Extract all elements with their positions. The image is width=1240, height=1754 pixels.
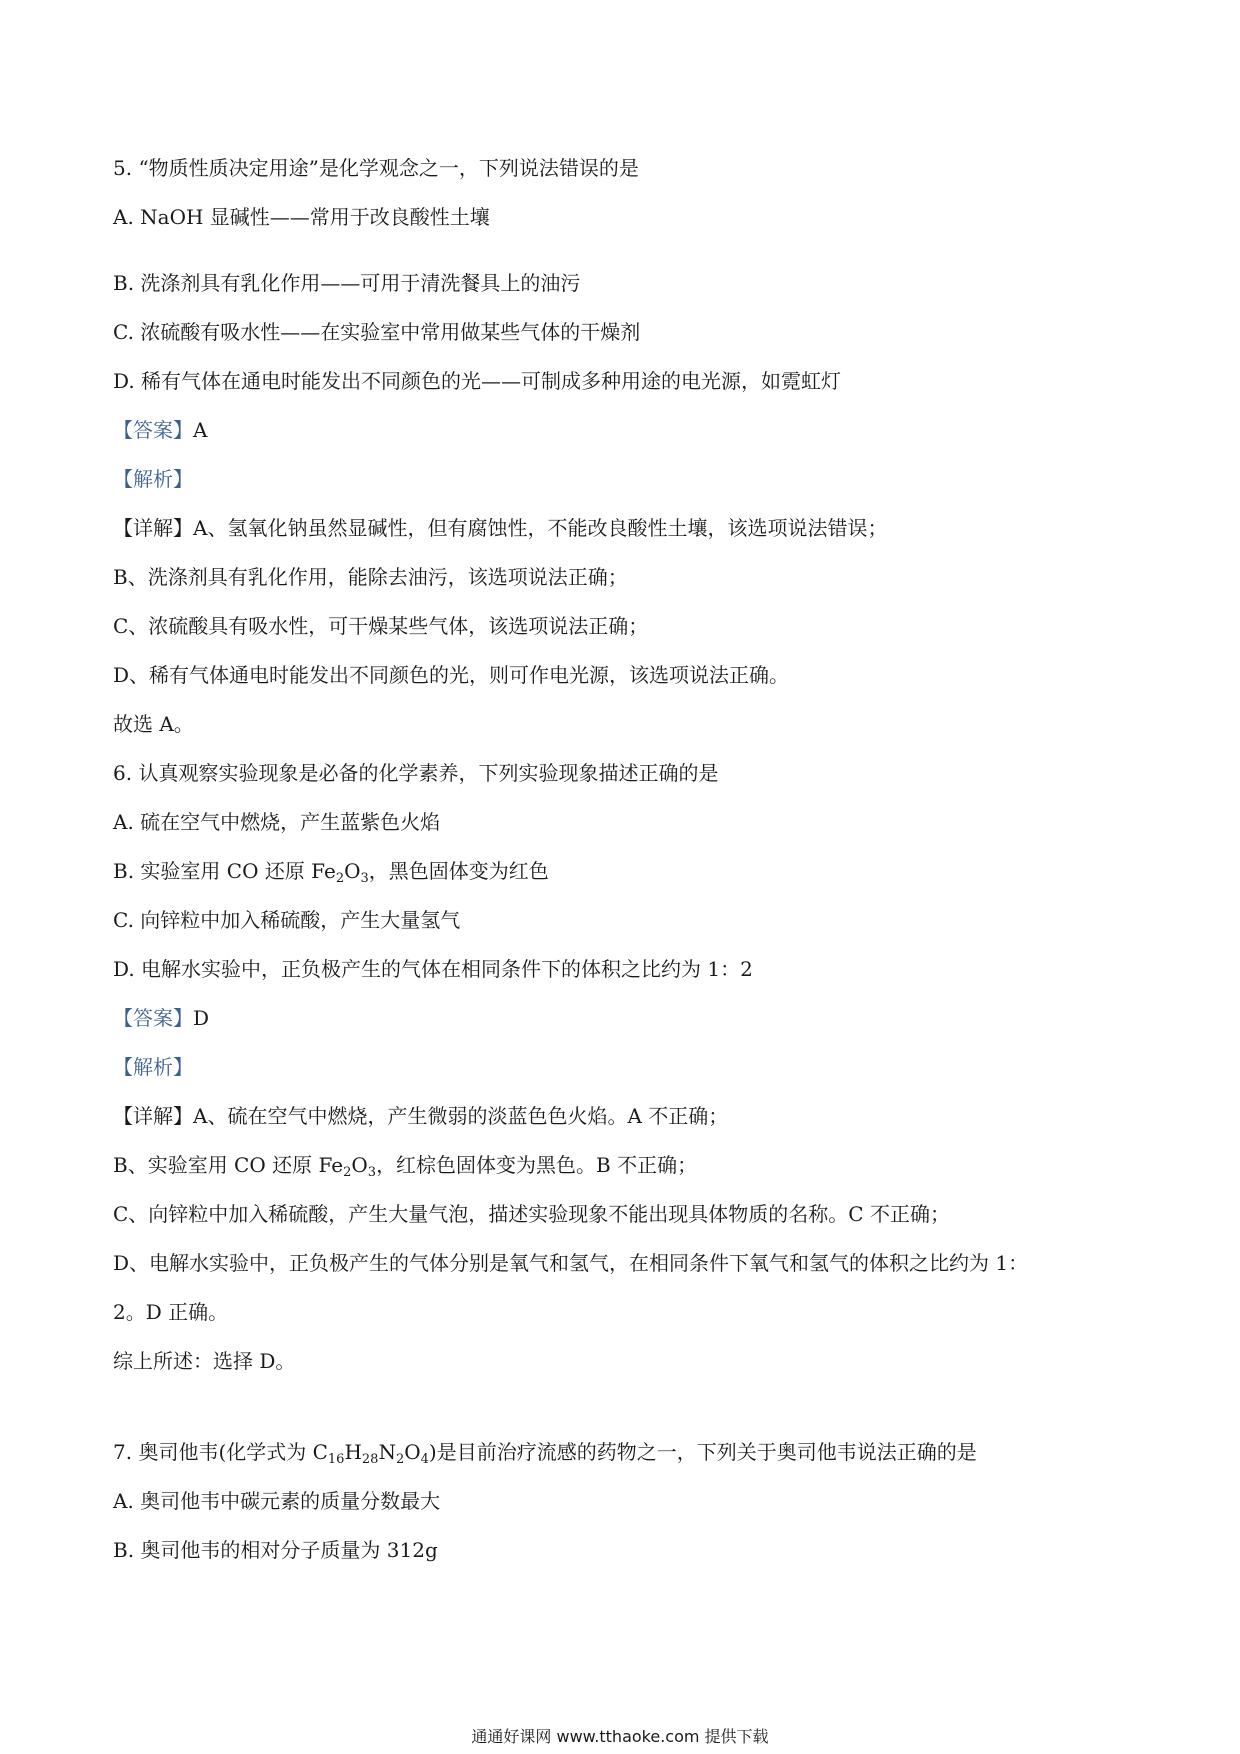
q5-detail-b: B、洗涤剂具有乳化作用，能除去油污，该选项说法正确； (113, 565, 628, 589)
answer-value: D (193, 1006, 210, 1030)
page-footer: 通通好课网 www.tthaoke.com 提供下载 (471, 1727, 769, 1746)
q5-stem: 5. “物质性质决定用途”是化学观念之一，下列说法错误的是 (113, 156, 639, 180)
q6-stem: 6. 认真观察实验现象是必备的化学素养，下列实验现象描述正确的是 (113, 761, 719, 785)
q5-detail-c: C、浓硫酸具有吸水性，可干燥某些气体，该选项说法正确； (113, 614, 649, 638)
q6-option-c: C. 向锌粒中加入稀硫酸，产生大量氢气 (113, 908, 461, 932)
q7-option-a: A. 奥司他韦中碳元素的质量分数最大 (113, 1489, 441, 1513)
q7-stem: 7. 奥司他韦(化学式为 $C_{16}H_{28}N_2O_4$)是目前治疗流感的药物之一，下列关于奥司他韦说法正确的是 (113, 1440, 977, 1467)
answer-label: 【答案】 (113, 418, 193, 442)
q6-conclusion: 综上所述：选择 D。 (113, 1349, 296, 1373)
q5-option-a: A. NaOH 显碱性——常用于改良酸性土壤 (113, 205, 490, 229)
q5-option-d: D. 稀有气体在通电时能发出不同颜色的光——可制成多种用途的电光源，如霓虹灯 (113, 369, 842, 393)
detail-label: 【详解】 (113, 516, 193, 540)
q6-option-d: D. 电解水实验中，正负极产生的气体在相同条件下的体积之比约为 1：2 (113, 957, 753, 981)
q5-option-b: B. 洗涤剂具有乳化作用——可用于清洗餐具上的油污 (113, 271, 581, 295)
q6-option-b: B. 实验室用 CO 还原 $Fe_2O_3$，黑色固体变为红色 (113, 859, 549, 886)
q6-detail-b: B、实验室用 CO 还原 $Fe_2O_3$，红棕色固体变为黑色。B 不正确； (113, 1153, 698, 1180)
q5-answer (113, 417, 207, 443)
q6-option-a: A. 硫在空气中燃烧，产生蓝紫色火焰 (113, 810, 441, 834)
q7-option-b: B. 奥司他韦的相对分子质量为 312g (113, 1538, 438, 1562)
q6-detail-a: 【详解】A、硫在空气中燃烧，产生微弱的淡蓝色色火焰。A 不正确； (113, 1104, 729, 1128)
detail-label: 【详解】 (113, 1104, 193, 1128)
q5-detail-a: 【详解】A、氢氧化钠虽然显碱性，但有腐蚀性，不能改良酸性土壤，该选项说法错误； (113, 516, 888, 540)
q6-analysis-label: 【解析】 (113, 1055, 193, 1079)
q6-answer (113, 1005, 209, 1031)
q6-detail-c: C、向锌粒中加入稀硫酸，产生大量气泡，描述实验现象不能出现具体物质的名称。C 不正确； (113, 1202, 950, 1226)
q5-detail-d: D、稀有气体通电时能发出不同颜色的光，则可作电光源，该选项说法正确。 (113, 663, 790, 687)
q5-analysis-label: 【解析】 (113, 467, 193, 491)
q6-detail-d: D、电解水实验中，正负极产生的气体分别是氧气和氢气，在相同条件下氧气和氢气的体积之比约为 1： (113, 1251, 1029, 1275)
q5-conclusion: 故选 A。 (113, 712, 194, 736)
q5-option-c: C. 浓硫酸有吸水性——在实验室中常用做某些气体的干燥剂 (113, 320, 641, 344)
answer-value: A (193, 418, 208, 442)
answer-label: 【答案】 (113, 1006, 193, 1030)
q6-detail-d-cont: 2。D 正确。 (113, 1300, 229, 1324)
